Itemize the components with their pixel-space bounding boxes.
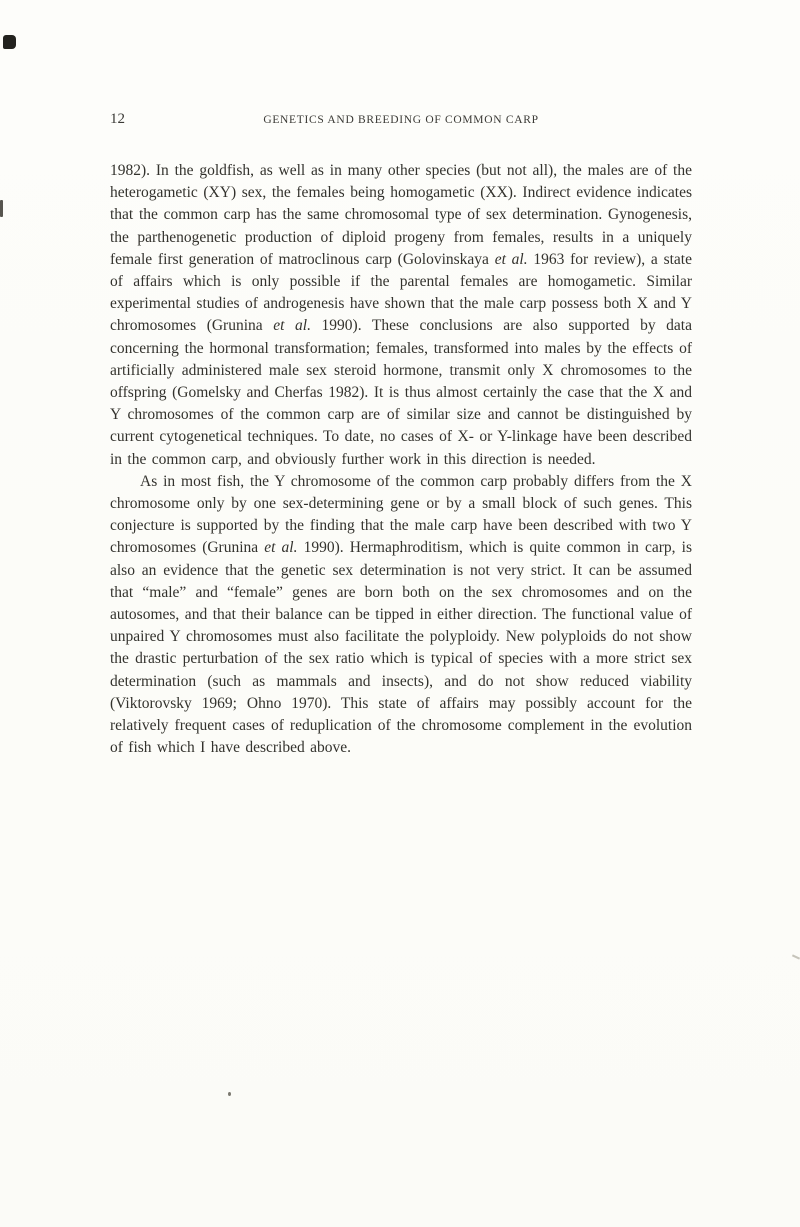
scan-artifact-dot bbox=[228, 1092, 231, 1096]
scan-artifact-left-edge bbox=[0, 200, 3, 217]
scan-artifact-top-left bbox=[3, 35, 16, 49]
page-number: 12 bbox=[110, 111, 125, 127]
paragraph-1: 1982). In the goldfish, as well as in many other species (but not all), the males are of the heterogametic (XY) sex, the females being homogametic (XX). Indirect evidence indicates that the common carp has the same chromosomal type of sex determination. Gynogenesis, the parthenogenetic production of diploid progeny from females, results in a uniquely female first generation of matroclinous carp (Golovinskaya et al. 1963 for review), a state of affairs which is only possible if the parental females are homogametic. Similar experimental studies of androgenesis have shown that the male carp possess both X and Y chromosomes (Grunina et al. 1990). These conclusions are also supported by data concerning the hormonal transformation; females, transformed into males by the effects of artificially administered male sex steroid hormone, transmit only X chromosomes to the offspring (Gomelsky and Cherfas 1982). It is thus almost certainly the case that the X and Y chromosomes of the common carp are of similar size and cannot be distinguished by current cytogenetical techniques. To date, no cases of X- or Y-linkage have been described in the common carp, and obviously further work in this direction is needed. bbox=[110, 162, 692, 468]
scan-artifact-right-edge bbox=[792, 954, 800, 959]
running-header-title: GENETICS AND BREEDING OF COMMON CARP bbox=[263, 114, 539, 126]
page-header bbox=[110, 110, 692, 130]
body-text-block bbox=[110, 160, 692, 759]
paragraph-2: As in most fish, the Y chromosome of the common carp probably differs from the X chromosome only by one sex-determining gene or by a small block of such genes. This conjecture is supported by the finding that the male carp have been described with two Y chromosomes (Grunina et al. 1990). Hermaphroditism, which is quite common in carp, is also an evidence that the genetic sex determination is not very strict. It can be assumed that “male” and “female” genes are born both on the sex chromosomes and on the autosomes, and that their balance can be tipped in either direction. The functional value of unpaired Y chromosomes must also facilitate the polyploidy. New polyploids do not show the drastic perturbation of the sex ratio which is typical of species with a more strict sex determination (such as mammals and insects), and do not show reduced viability (Viktorovsky 1969; Ohno 1970). This state of affairs may possibly account for the relatively frequent cases of reduplication of the chromosome complement in the evolution of fish which I have described above. bbox=[110, 472, 692, 757]
